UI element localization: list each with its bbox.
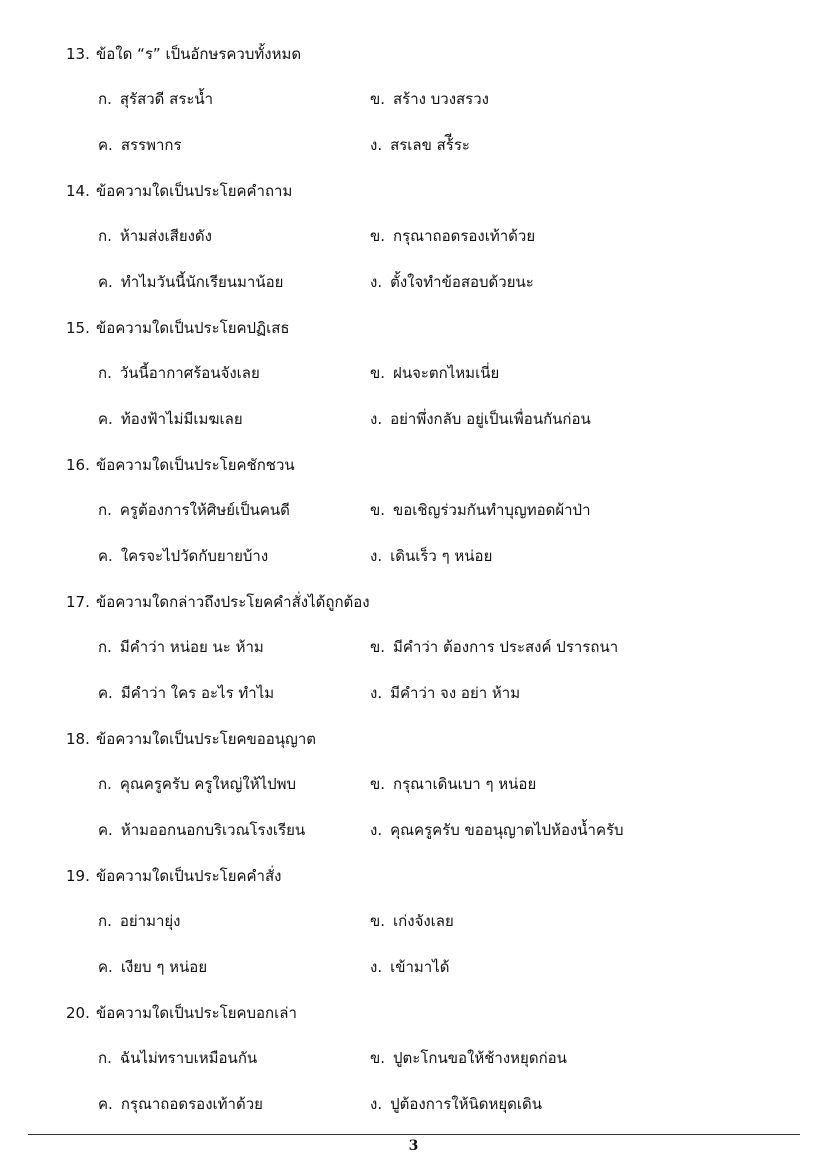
choice-text: ครูต้องการให้ศิษย์เป็นคนดี [119, 501, 290, 519]
choice-text: กรุณาถอดรองเท้าด้วย [120, 1095, 263, 1113]
answer-choice[interactable] [370, 907, 454, 935]
choice-row [98, 953, 778, 981]
answer-choice[interactable] [98, 131, 182, 159]
choice-text: เข้ามาได้ [390, 958, 450, 976]
answer-choice[interactable] [98, 405, 243, 433]
question-number: 13. [66, 45, 90, 63]
choice-row [98, 85, 778, 113]
question-item [66, 40, 786, 177]
question-stem [66, 177, 292, 205]
question-number: 18. [66, 730, 90, 748]
choice-letter: ง. [370, 1095, 383, 1113]
choice-text: สุรัสวดี สระน้ำ [119, 90, 214, 108]
choice-row [98, 1044, 778, 1072]
answer-choice[interactable] [370, 542, 492, 570]
choice-letter: ค. [98, 547, 113, 565]
question-item [66, 588, 786, 725]
choice-letter: ง. [370, 136, 383, 154]
choice-text: ใครจะไปวัดกับยายบ้าง [120, 547, 269, 565]
choice-text: มีคำว่า จง อย่า ห้าม [390, 684, 521, 702]
choice-text: สรรพากร [120, 136, 182, 154]
answer-choice[interactable] [98, 268, 283, 296]
choice-text: มีคำว่า ต้องการ ประสงค์ ปรารถนา [393, 638, 619, 656]
choice-text: ห้ามส่งเสียงดัง [119, 227, 212, 245]
choice-letter: ก. [98, 364, 112, 382]
choice-text: ขอเชิญร่วมกันทำบุญทอดผ้าป่า [393, 501, 591, 519]
question-item [66, 725, 786, 862]
choice-letter: ง. [370, 273, 383, 291]
choice-letter: ข. [370, 775, 386, 793]
answer-choice[interactable] [370, 1090, 542, 1118]
answer-choice[interactable] [98, 770, 296, 798]
answer-choice[interactable] [98, 1044, 257, 1072]
question-stem [66, 40, 301, 68]
choice-text: มีคำว่า หน่อย นะ ห้าม [119, 638, 264, 656]
choice-text: คุณครูครับ ครูใหญ่ให้ไปพบ [119, 775, 297, 793]
answer-choice[interactable] [98, 816, 305, 844]
question-stem [66, 314, 290, 342]
choice-row [98, 1090, 778, 1118]
question-text: ข้อความใดเป็นประโยคปฏิเสธ [96, 319, 290, 337]
question-stem [66, 451, 295, 479]
choice-text: สร้าง บวงสรวง [393, 90, 489, 108]
choice-text: วันนี้อากาศร้อนจังเลย [119, 364, 260, 382]
question-stem [66, 999, 297, 1027]
answer-choice[interactable] [98, 679, 274, 707]
choice-text: มีคำว่า ใคร อะไร ทำไม [120, 684, 275, 702]
question-item [66, 177, 786, 314]
choice-letter: ข. [370, 638, 386, 656]
answer-choice[interactable] [370, 953, 450, 981]
answer-choice[interactable] [98, 633, 264, 661]
choice-letter: ข. [370, 912, 386, 930]
choice-text: เก่งจังเลย [393, 912, 454, 930]
answer-choice[interactable] [98, 542, 268, 570]
choice-letter: ข. [370, 501, 386, 519]
answer-choice[interactable] [370, 633, 618, 661]
choice-letter: ข. [370, 1049, 386, 1067]
question-text: ข้อความใดกล่าวถึงประโยคคำสั่งได้ถูกต้อง [96, 593, 370, 611]
choice-text: ปูต้องการให้นิดหยุดเดิน [390, 1095, 542, 1113]
choice-text: กรุณาถอดรองเท้าด้วย [393, 227, 536, 245]
choice-text: ทำไมวันนี้นักเรียนมาน้อย [120, 273, 284, 291]
question-number: 20. [66, 1004, 90, 1022]
choice-letter: ค. [98, 1095, 113, 1113]
choice-row [98, 359, 778, 387]
question-text: ข้อใด “ร” เป็นอักษรควบทั้งหมด [96, 45, 302, 63]
page-number: 3 [408, 1138, 419, 1154]
choice-row [98, 816, 778, 844]
choice-letter: ง. [370, 958, 383, 976]
choice-letter: ค. [98, 273, 113, 291]
choice-letter: ค. [98, 410, 113, 428]
choice-row [98, 222, 778, 250]
answer-choice[interactable] [98, 496, 290, 524]
choice-letter: ง. [370, 410, 383, 428]
answer-choice[interactable] [370, 268, 534, 296]
choice-letter: ก. [98, 775, 112, 793]
choice-text: ปูตะโกนขอให้ช้างหยุดก่อน [393, 1049, 567, 1067]
answer-choice[interactable] [370, 1044, 567, 1072]
choice-text: อย่าพึ่งกลับ อยู่เป็นเพื่อนกันก่อน [390, 410, 591, 428]
choice-letter: ข. [370, 90, 386, 108]
answer-choice[interactable] [98, 359, 260, 387]
footer-divider [28, 1134, 800, 1135]
answer-choice[interactable] [370, 85, 489, 113]
choice-row [98, 405, 778, 433]
question-text: ข้อความใดเป็นประโยคบอกเล่า [96, 1004, 297, 1022]
question-item [66, 862, 786, 999]
choice-text: กรุณาเดินเบา ๆ หน่อย [393, 775, 537, 793]
choice-letter: ค. [98, 958, 113, 976]
choice-letter: ก. [98, 1049, 112, 1067]
choice-text: เงียบ ๆ หน่อย [120, 958, 208, 976]
choice-letter: ข. [370, 227, 386, 245]
choice-letter: ค. [98, 136, 113, 154]
choice-text: ตั้งใจทำข้อสอบด้วยนะ [390, 273, 534, 291]
question-stem [66, 588, 370, 616]
choice-letter: ง. [370, 547, 383, 565]
choice-text: ฉันไม่ทราบเหมือนกัน [119, 1049, 258, 1067]
question-text: ข้อความใดเป็นประโยคคำถาม [96, 182, 293, 200]
question-text: ข้อความใดเป็นประโยคขออนุญาต [96, 730, 316, 748]
answer-choice[interactable] [370, 816, 624, 844]
choice-text: ฝนจะตกไหมเนี่ย [393, 364, 500, 382]
answer-choice[interactable] [370, 222, 535, 250]
answer-choice[interactable] [98, 85, 213, 113]
question-number: 16. [66, 456, 90, 474]
choice-row [98, 679, 778, 707]
question-stem [66, 725, 316, 753]
answer-choice[interactable] [370, 679, 520, 707]
question-number: 17. [66, 593, 90, 611]
choice-row [98, 770, 778, 798]
question-text: ข้อความใดเป็นประโยคคำสั่ง [96, 867, 282, 885]
choice-letter: ก. [98, 227, 112, 245]
question-item [66, 999, 786, 1136]
question-number: 19. [66, 867, 90, 885]
question-item [66, 451, 786, 588]
choice-letter: ก. [98, 638, 112, 656]
choice-text: ห้ามออกนอกบริเวณโรงเรียน [120, 821, 306, 839]
choice-row [98, 907, 778, 935]
choice-text: สรเลข สร้ีระ [390, 136, 470, 154]
choice-letter: ง. [370, 684, 383, 702]
choice-row [98, 496, 778, 524]
choice-letter: ก. [98, 501, 112, 519]
choice-row [98, 268, 778, 296]
choice-text: อย่ามายุ่ง [119, 912, 181, 930]
choice-letter: ก. [98, 90, 112, 108]
question-number: 15. [66, 319, 90, 337]
choice-letter: ค. [98, 684, 113, 702]
answer-choice[interactable] [98, 1090, 263, 1118]
choice-text: เดินเร็ว ๆ หน่อย [390, 547, 493, 565]
choice-text: ท้องฟ้าไม่มีเมฆเลย [120, 410, 243, 428]
answer-choice[interactable] [98, 222, 212, 250]
answer-choice[interactable] [370, 131, 470, 159]
question-text: ข้อความใดเป็นประโยคชักชวน [96, 456, 295, 474]
question-stem [66, 862, 281, 890]
question-list [66, 40, 786, 1136]
answer-choice[interactable] [370, 770, 536, 798]
choice-row [98, 542, 778, 570]
choice-text: คุณครูครับ ขออนุญาตไปห้องน้ำครับ [390, 821, 624, 839]
answer-choice[interactable] [98, 953, 207, 981]
question-number: 14. [66, 182, 90, 200]
choice-letter: ง. [370, 821, 383, 839]
answer-choice[interactable] [370, 359, 499, 387]
question-item [66, 314, 786, 451]
choice-row [98, 633, 778, 661]
choice-letter: ค. [98, 821, 113, 839]
choice-row [98, 131, 778, 159]
choice-letter: ก. [98, 912, 112, 930]
answer-choice[interactable] [370, 496, 591, 524]
answer-choice[interactable] [98, 907, 181, 935]
answer-choice[interactable] [370, 405, 591, 433]
choice-letter: ข. [370, 364, 386, 382]
